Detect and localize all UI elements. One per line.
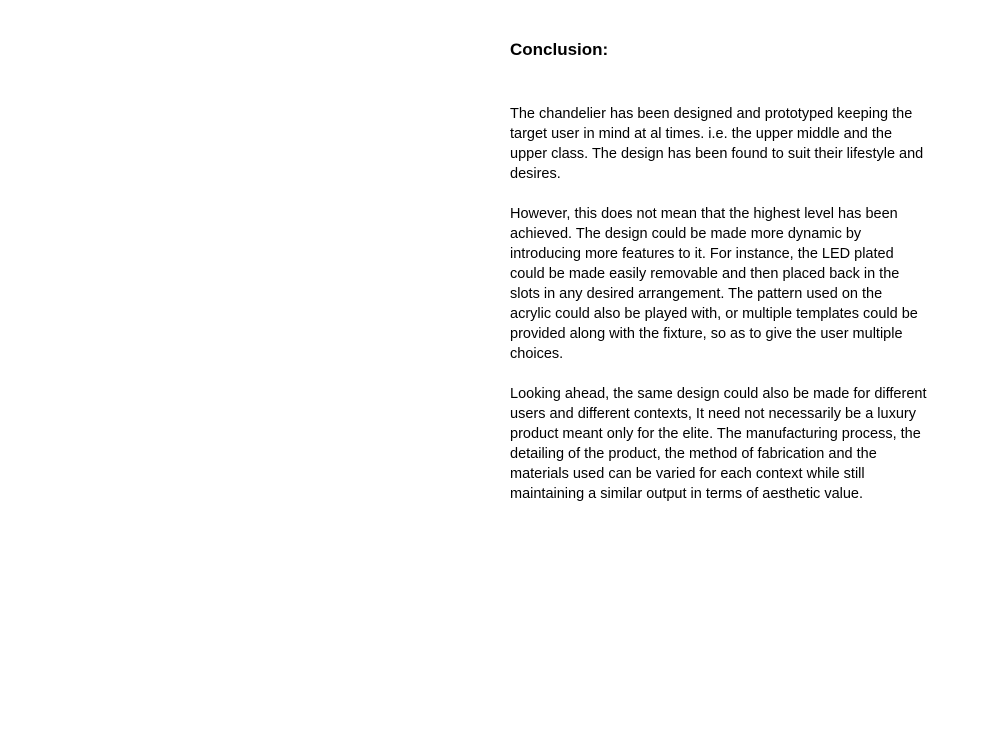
section-heading: Conclusion: bbox=[510, 40, 609, 59]
text-column bbox=[510, 38, 955, 524]
section-body bbox=[510, 104, 955, 504]
paragraph-intro: The chandelier has been designed and prototyped keeping the target user in mind at al times. i.e. the upper middle and the upper class. The design has been found to suit their lifestyle and desires. bbox=[510, 106, 924, 182]
paragraph-future: Looking ahead, the same design could also be made for different users and different contexts, It need not necessarily be a luxury product meant only for the elite. The manufacturing process, the detailing of the product, the method of fabrication and the materials used can be varied for each context while still maintaining a similar output in terms of aesthetic value. bbox=[510, 386, 927, 502]
paragraph-improvements: However, this does not mean that the highest level has been achieved. The design could be made more dynamic by introducing more features to it. For instance, the LED plated could be made easily removable and then placed back in the slots in any desired arrangement. The pattern used on the acrylic could also be played with, or multiple templates could be provided along with the fixture, so as to give the user multiple choices. bbox=[510, 206, 918, 362]
